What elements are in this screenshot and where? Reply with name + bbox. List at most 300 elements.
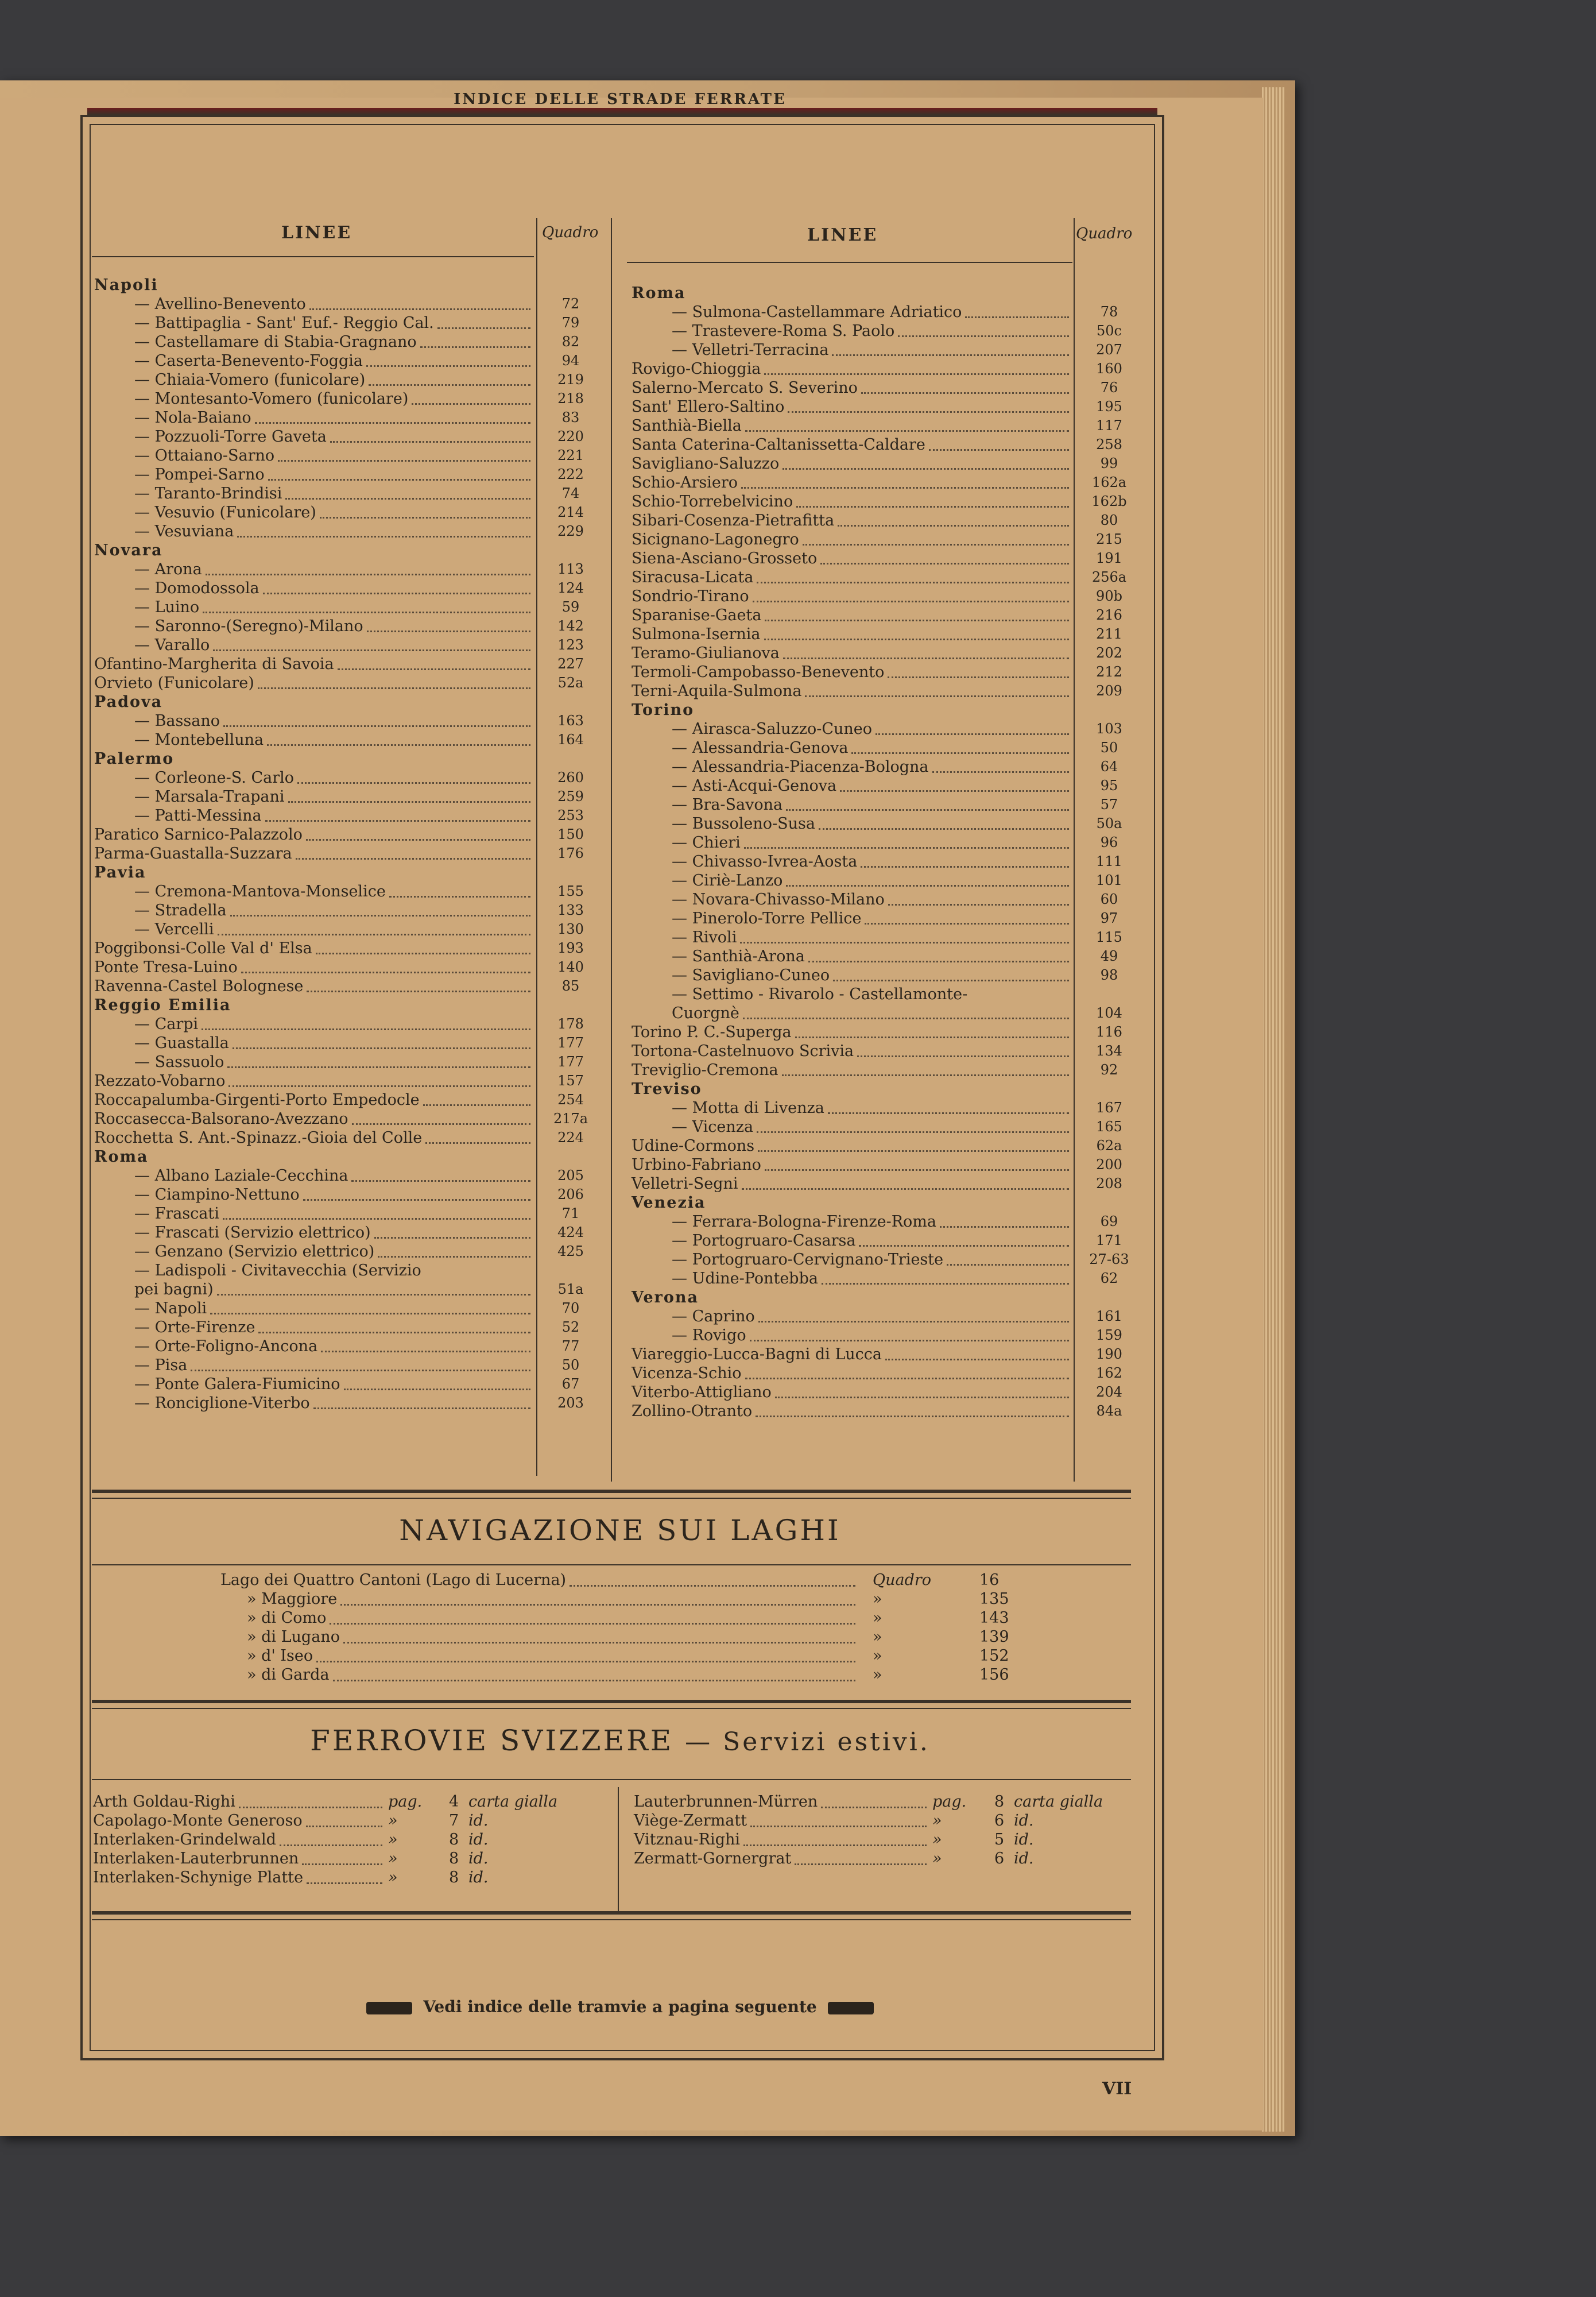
ditto-mark: »	[873, 1628, 882, 1646]
leader-dots	[795, 1863, 927, 1865]
leader-dots	[745, 430, 1069, 432]
entry-label: — Santhià-Arona	[672, 948, 805, 965]
leader-dots	[316, 953, 530, 954]
leader-dots	[898, 335, 1069, 337]
entry-label: — Pompei-Sarno	[134, 466, 265, 484]
leader-dots	[237, 536, 530, 537]
leader-dots	[740, 942, 1069, 943]
leader-dots	[389, 896, 530, 898]
index-entry	[632, 1099, 1148, 1117]
right-linee-header: LINEE	[807, 225, 878, 245]
index-entry	[632, 966, 1148, 985]
pointing-hand-left-icon	[366, 2002, 412, 2014]
leader-dots	[297, 782, 530, 784]
entry-quadro-number: 165	[1096, 1119, 1122, 1135]
entry-label: — Pozzuoli-Torre Gaveta	[134, 428, 327, 446]
entry-quadro-number: 167	[1096, 1100, 1122, 1116]
swiss-page-number: 4	[449, 1793, 459, 1811]
swiss-page-number: 8	[449, 1850, 459, 1867]
swiss-line-name: Interlaken-Schynige Platte	[93, 1869, 304, 1886]
left-header-rule	[92, 256, 534, 257]
leader-dots	[423, 1104, 530, 1106]
left-quadro-header: Quadro	[542, 224, 599, 241]
index-entry	[632, 928, 1148, 947]
index-entry	[632, 682, 1148, 701]
entry-label: — Ciampino-Nettuno	[134, 1186, 300, 1204]
leader-dots	[758, 1321, 1069, 1322]
index-group-header	[94, 276, 611, 295]
leader-dots	[307, 1882, 382, 1884]
entry-label: — Ladispoli - Civitavecchia (Servizio	[134, 1262, 421, 1279]
entry-quadro-number: 221	[557, 447, 584, 463]
entry-label: Pavia	[94, 864, 146, 881]
leader-dots	[888, 904, 1069, 906]
entry-quadro-number: 202	[1096, 645, 1122, 661]
entry-label: Treviso	[632, 1080, 702, 1098]
leader-dots	[338, 668, 530, 670]
index-entry	[632, 1174, 1148, 1193]
index-entry	[632, 644, 1148, 663]
entry-label: — Domodossola	[134, 579, 259, 597]
leader-dots	[330, 1623, 855, 1625]
entry-quadro-number: 49	[1100, 948, 1118, 964]
entry-quadro-number: 96	[1100, 834, 1118, 850]
swiss-line-name: Zermatt-Gornergrat	[634, 1850, 792, 1867]
leader-dots	[278, 460, 530, 462]
entry-quadro-number: 207	[1096, 342, 1122, 358]
entry-quadro-number: 217a	[553, 1111, 588, 1127]
entry-label: Parma-Guastalla-Suzzara	[94, 845, 292, 863]
leader-dots	[316, 1661, 855, 1662]
entry-quadro-number: 162	[1096, 1365, 1122, 1381]
entry-label: — Stradella	[134, 902, 227, 919]
index-entry	[632, 814, 1148, 833]
swiss-title-main: FERROVIE SVIZZERE	[310, 1724, 674, 1757]
index-entry	[94, 1128, 611, 1147]
entry-label: — Ronciglione-Viterbo	[134, 1394, 310, 1412]
index-entry	[632, 341, 1148, 359]
entry-label: — Caprino	[672, 1308, 755, 1325]
leader-dots	[833, 980, 1069, 981]
entry-label: Padova	[94, 693, 163, 711]
index-entry	[94, 389, 611, 408]
index-entry	[94, 503, 611, 522]
leader-dots	[757, 582, 1069, 583]
entry-quadro-number: 204	[1096, 1384, 1122, 1400]
entry-label: Torino P. C.-Superga	[632, 1023, 792, 1041]
entry-quadro-number: 224	[557, 1130, 584, 1146]
entry-label: Viareggio-Lucca-Bagni di Lucca	[632, 1345, 882, 1363]
entry-label: Terni-Aquila-Sulmona	[632, 682, 802, 700]
leader-dots	[819, 828, 1069, 830]
entry-label: — Sassuolo	[134, 1053, 224, 1071]
entry-quadro-number: 140	[557, 959, 584, 975]
entry-label: — Albano Laziale-Cecchina	[134, 1167, 348, 1185]
index-entry	[632, 1042, 1148, 1061]
index-entry	[94, 1356, 611, 1375]
index-entry	[632, 833, 1148, 852]
index-entry	[632, 359, 1148, 378]
entry-label: — Airasca-Saluzzo-Cuneo	[672, 720, 873, 738]
index-entry	[94, 882, 611, 901]
leader-dots	[745, 1378, 1070, 1379]
section-divider-2	[92, 1700, 1131, 1703]
entry-label: — Rovigo	[672, 1327, 746, 1344]
page-number: VII	[1102, 2079, 1132, 2099]
entry-label: Roccapalumba-Girgenti-Porto Empedocle	[94, 1091, 420, 1109]
entry-label: — Patti-Messina	[134, 807, 262, 825]
index-group-header	[632, 701, 1148, 720]
index-entry	[94, 1375, 611, 1394]
swiss-page-label: pag.	[388, 1793, 423, 1811]
entry-quadro-number: 104	[1096, 1005, 1122, 1021]
entry-label: — Sulmona-Castellammare Adriatico	[672, 303, 962, 321]
swiss-line-name: Arth Goldau-Righi	[93, 1793, 235, 1811]
index-group-header	[94, 693, 611, 711]
leader-dots	[756, 1416, 1069, 1417]
ditto-mark: »	[873, 1666, 882, 1684]
index-entry	[632, 473, 1148, 492]
entry-quadro-number: 60	[1100, 891, 1118, 907]
entry-quadro-number: 157	[557, 1073, 584, 1089]
entry-label: — Battipaglia - Sant' Euf.- Reggio Cal.	[134, 314, 434, 332]
index-entry	[94, 674, 611, 693]
entry-label: — Ottaiano-Sarno	[134, 447, 275, 465]
entry-label: — Nola-Baiano	[134, 409, 251, 427]
entry-quadro-number: 134	[1096, 1043, 1122, 1059]
entry-label: Palermo	[94, 750, 175, 768]
entry-quadro-number: 163	[557, 713, 584, 729]
entry-quadro-number: 205	[557, 1167, 584, 1184]
entry-label: — Alessandria-Piacenza-Bologna	[672, 758, 929, 776]
index-group-header	[94, 749, 611, 768]
leader-dots	[947, 1264, 1069, 1266]
leader-dots	[821, 1807, 927, 1808]
index-entry	[94, 1015, 611, 1034]
right-index-column	[632, 284, 1148, 1421]
entry-label: — Ponte Galera-Fiumicino	[134, 1375, 340, 1393]
leader-dots	[805, 695, 1069, 697]
leader-dots	[321, 1351, 530, 1352]
entry-quadro-number: 219	[557, 372, 584, 388]
leader-dots	[570, 1585, 855, 1587]
entry-quadro-number: 216	[1096, 607, 1122, 623]
right-quadro-header: Quadro	[1076, 225, 1133, 242]
entry-label: — Avellino-Benevento	[134, 295, 306, 313]
index-entry	[632, 1136, 1148, 1155]
entry-label: — Savigliano-Cuneo	[672, 966, 830, 984]
entry-label: Zollino-Otranto	[632, 1402, 753, 1420]
entry-quadro-number: 208	[1096, 1175, 1122, 1192]
entry-label: Santa Caterina-Caltanissetta-Caldare	[632, 436, 925, 454]
entry-label: Sparanise-Gaeta	[632, 606, 762, 624]
index-entry	[632, 568, 1148, 587]
entry-quadro-number: 72	[561, 296, 580, 312]
entry-label: — Cremona-Mantova-Monselice	[134, 883, 386, 900]
swiss-reference: id.	[1014, 1812, 1034, 1830]
index-entry	[94, 408, 611, 427]
index-group-header	[94, 541, 611, 560]
entry-label: — Napoli	[134, 1300, 207, 1317]
entry-label: — Montebelluna	[134, 731, 264, 749]
swiss-page-number: 6	[994, 1812, 1005, 1830]
entry-quadro-number: 67	[561, 1376, 580, 1392]
swiss-page-label: »	[388, 1831, 398, 1849]
entry-label: Sicignano-Lagonegro	[632, 531, 799, 548]
leader-dots	[213, 649, 530, 651]
index-entry	[94, 1109, 611, 1128]
entry-label: — Settimo - Rivarolo - Castellamonte-	[672, 985, 968, 1003]
leader-dots	[255, 422, 530, 424]
entry-label: Schio-Torrebelvicino	[632, 493, 793, 511]
entry-quadro-number: 211	[1096, 626, 1122, 642]
leader-dots	[340, 1604, 855, 1606]
leader-dots	[303, 1199, 530, 1201]
entry-quadro-number: 177	[557, 1035, 584, 1051]
leader-dots	[223, 1218, 530, 1220]
index-entry	[632, 985, 1148, 1004]
entry-quadro-number: 222	[557, 466, 584, 482]
section-divider-3	[92, 1911, 1131, 1915]
entry-quadro-number: 162b	[1091, 493, 1127, 509]
index-entry	[632, 530, 1148, 549]
entry-quadro-number: 214	[557, 504, 584, 520]
leader-dots	[206, 574, 530, 575]
leader-dots	[857, 1055, 1069, 1057]
swiss-reference: carta gialla	[468, 1793, 558, 1811]
leader-dots	[744, 847, 1069, 849]
leader-dots	[313, 1407, 530, 1409]
entry-quadro-number: 76	[1100, 380, 1118, 396]
entry-label: Verona	[632, 1289, 699, 1306]
footer-note-text: Vedi indice delle tramvie a pagina seguente	[423, 1997, 817, 2016]
index-entry	[632, 890, 1148, 909]
index-entry	[94, 522, 611, 541]
index-entry	[632, 795, 1148, 814]
leader-dots	[803, 544, 1069, 546]
swiss-line-name: Vitznau-Righi	[634, 1831, 741, 1849]
leader-dots	[227, 1066, 530, 1068]
leader-dots	[765, 620, 1069, 621]
swiss-center-divider	[618, 1787, 619, 1913]
index-entry	[94, 1242, 611, 1261]
index-entry	[632, 1250, 1148, 1269]
entry-quadro-number: 253	[557, 807, 584, 823]
leader-dots	[369, 384, 530, 386]
center-divider	[611, 218, 612, 1482]
entry-quadro-number: 193	[557, 940, 584, 956]
entry-label: Reggio Emilia	[94, 996, 231, 1014]
entry-label: Roma	[632, 284, 686, 302]
index-entry	[94, 560, 611, 579]
leader-dots	[230, 915, 530, 917]
entry-quadro-number: 215	[1096, 531, 1122, 547]
entry-quadro-number: 206	[557, 1186, 584, 1202]
leader-dots	[795, 1037, 1069, 1038]
leader-dots	[782, 468, 1069, 470]
lakes-title-rule	[92, 1564, 1131, 1565]
entry-quadro-number: 162a	[1091, 474, 1127, 490]
index-entry	[94, 484, 611, 503]
section-divider-1b	[92, 1498, 1131, 1499]
entry-label: — Alessandria-Genova	[672, 739, 849, 757]
index-entry	[632, 492, 1148, 511]
index-entry	[632, 397, 1148, 416]
index-entry	[94, 768, 611, 787]
index-entry	[94, 920, 611, 939]
entry-label: — Marsala-Trapani	[134, 788, 285, 806]
index-group-header	[94, 863, 611, 882]
swiss-line-name: Interlaken-Grindelwald	[93, 1831, 276, 1849]
index-entry	[632, 416, 1148, 435]
entry-quadro-number: 218	[557, 390, 584, 407]
index-group-header	[94, 1147, 611, 1166]
entry-quadro-number: 124	[557, 580, 584, 596]
entry-quadro-number: 160	[1096, 361, 1122, 377]
swiss-page-label: pag.	[932, 1793, 967, 1811]
entry-quadro-number: 85	[561, 978, 580, 994]
leader-dots	[333, 1680, 855, 1681]
entry-quadro-number: 83	[561, 409, 580, 426]
swiss-page-label: »	[932, 1850, 942, 1867]
entry-quadro-number: 71	[561, 1205, 580, 1221]
entry-quadro-number: 111	[1096, 853, 1122, 869]
entry-quadro-number: 190	[1096, 1346, 1122, 1362]
entry-quadro-number: 50	[1100, 740, 1118, 756]
leader-dots	[191, 1370, 530, 1371]
entry-quadro-number: 178	[557, 1016, 584, 1032]
leader-dots	[233, 1047, 530, 1049]
entry-label: — Guastalla	[134, 1034, 229, 1052]
index-entry	[94, 314, 611, 332]
entry-quadro-number: 212	[1096, 664, 1122, 680]
swiss-page-number: 8	[449, 1831, 459, 1849]
entry-quadro-number: 191	[1096, 550, 1122, 566]
index-entry	[632, 454, 1148, 473]
leader-dots	[320, 517, 530, 519]
leader-dots	[822, 1283, 1069, 1285]
entry-quadro-number: 142	[557, 618, 584, 634]
entry-label: — Luino	[134, 598, 200, 616]
index-entry	[94, 806, 611, 825]
leader-dots	[306, 1826, 382, 1827]
footer-note	[80, 1997, 1160, 2016]
entry-label: Ponte Tresa-Luino	[94, 958, 238, 976]
index-entry	[94, 1280, 611, 1299]
entry-label: Santhià-Biella	[632, 417, 742, 435]
swiss-section-title	[80, 1724, 1160, 1757]
leader-dots	[820, 563, 1069, 564]
entry-label: Vicenza-Schio	[632, 1364, 742, 1382]
lake-quadro-number: 139	[979, 1628, 1009, 1646]
leader-dots	[352, 1123, 530, 1125]
leader-dots	[378, 1256, 530, 1258]
index-entry	[632, 322, 1148, 341]
index-entry	[94, 939, 611, 958]
entry-label: — Caserta-Benevento-Foggia	[134, 352, 363, 370]
leader-dots	[876, 733, 1069, 735]
index-entry	[94, 825, 611, 844]
entry-label: — Pinerolo-Torre Pellice	[672, 910, 862, 927]
entry-label: Cuorgnè	[672, 1004, 739, 1022]
entry-label: — Portogruaro-Casarsa	[672, 1232, 856, 1250]
lake-quadro-number: 156	[979, 1666, 1009, 1684]
entry-quadro-number: 97	[1100, 910, 1118, 926]
entry-quadro-number: 220	[557, 428, 584, 444]
entry-label: Poggibonsi-Colle Val d' Elsa	[94, 939, 312, 957]
entry-quadro-number: 229	[557, 523, 584, 539]
leader-dots	[838, 525, 1069, 527]
index-entry	[94, 332, 611, 351]
entry-label: — Frascati	[134, 1205, 219, 1223]
swiss-page-number: 5	[994, 1831, 1005, 1849]
index-entry	[632, 852, 1148, 871]
entry-label: Salerno-Mercato S. Severino	[632, 379, 858, 397]
leader-dots	[783, 658, 1069, 659]
entry-quadro-number: 117	[1096, 417, 1122, 434]
lake-name: » di Lugano	[247, 1628, 340, 1646]
index-entry	[632, 720, 1148, 738]
entry-label: Roccasecca-Balsorano-Avezzano	[94, 1110, 348, 1128]
entry-label: Sant' Ellero-Saltino	[632, 398, 785, 416]
entry-label: — Vercelli	[134, 921, 214, 938]
entry-label: Orvieto (Funicolare)	[94, 674, 254, 692]
index-group-header	[632, 1288, 1148, 1307]
entry-label: Venezia	[632, 1194, 706, 1212]
section-divider-3b	[92, 1919, 1131, 1920]
entry-label: Ofantino-Margherita di Savoia	[94, 655, 334, 673]
index-entry	[632, 1364, 1148, 1383]
entry-label: — Chiaia-Vomero (funicolare)	[134, 371, 366, 389]
leader-dots	[351, 1180, 530, 1182]
entry-label: Roma	[94, 1148, 149, 1166]
swiss-line-name: Lauterbrunnen-Mürren	[634, 1793, 818, 1811]
entry-label: Paratico Sarnico-Palazzolo	[94, 826, 303, 844]
entry-label: — Chieri	[672, 834, 741, 852]
index-entry	[94, 446, 611, 465]
leader-dots	[374, 1237, 530, 1239]
index-entry	[94, 1299, 611, 1318]
index-entry	[94, 617, 611, 636]
entry-label: Rezzato-Vobarno	[94, 1072, 226, 1090]
leader-dots	[267, 744, 530, 746]
index-entry	[632, 378, 1148, 397]
entry-label: — Chivasso-Ivrea-Aosta	[672, 853, 858, 871]
leader-dots	[742, 1188, 1069, 1190]
entry-label: — Velletri-Terracina	[672, 341, 829, 359]
entry-quadro-number: 116	[1096, 1024, 1122, 1040]
lakes-section-title: NAVIGAZIONE SUI LAGHI	[399, 1514, 841, 1547]
entry-label: — Udine-Pontebba	[672, 1270, 818, 1287]
index-entry	[632, 1383, 1148, 1402]
entry-label: — Bussoleno-Susa	[672, 815, 816, 833]
leader-dots	[228, 1085, 530, 1087]
entry-quadro-number: 62	[1100, 1270, 1118, 1286]
entry-quadro-number: 161	[1096, 1308, 1122, 1324]
entry-quadro-number: 101	[1096, 872, 1122, 888]
swiss-reference: id.	[468, 1831, 489, 1849]
section-divider-1	[92, 1490, 1131, 1493]
leader-dots	[330, 441, 530, 443]
index-entry	[632, 1307, 1148, 1326]
entry-label: Treviglio-Cremona	[632, 1061, 778, 1079]
leader-dots	[288, 801, 531, 803]
leader-dots	[851, 752, 1069, 754]
entry-quadro-number: 92	[1100, 1062, 1118, 1078]
entry-quadro-number: 78	[1100, 304, 1118, 320]
entry-quadro-number: 52a	[557, 675, 584, 691]
entry-quadro-number: 98	[1100, 967, 1118, 983]
